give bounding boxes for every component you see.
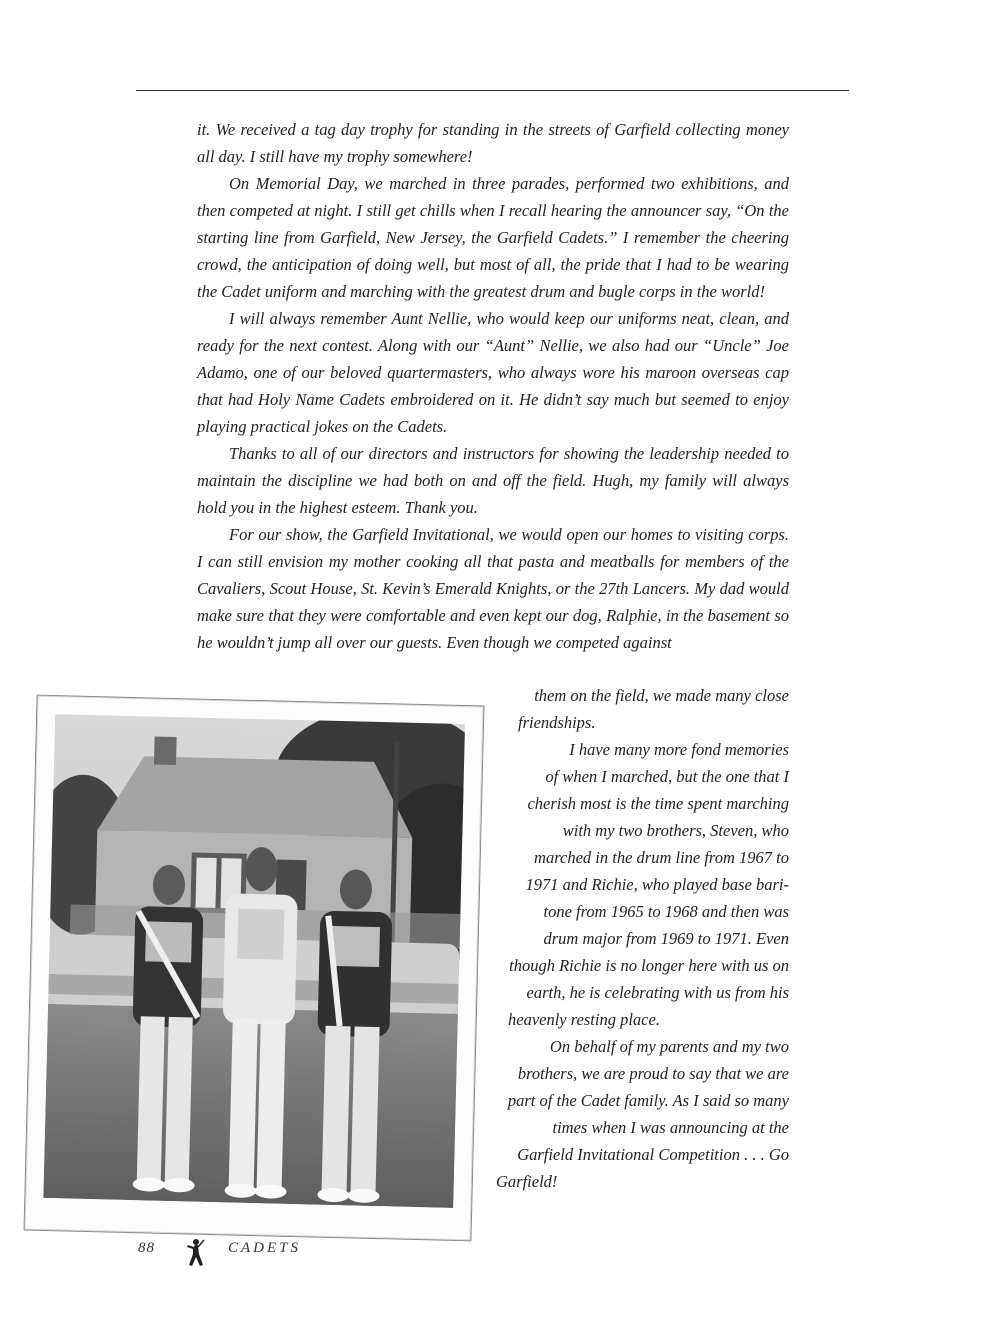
side-text-block <box>496 682 789 1195</box>
cadets-photo <box>43 714 465 1208</box>
side-line: with my two brothers, Steven, who <box>562 821 789 840</box>
side-line: Garfield! <box>496 1172 558 1191</box>
main-text-block <box>197 116 789 656</box>
paragraph-5: For our show, the Garfield Invitational, we would open our homes to visiting corps. I can still envision my mother cooking all that pasta and meatballs for members of the Cavaliers, Scout House, St. Kevin’s Emerald Knights, or the 27th Lancers. My dad would make sure that they were comfortable and even kept our dog, Ralphie, in the basement so he wouldn’t jump all over our guests. Even though we competed against <box>197 525 789 652</box>
side-line: friendships. <box>518 713 596 732</box>
side-line: though Richie is no longer here with us on <box>509 956 789 975</box>
side-line: drum major from 1969 to 1971. Even <box>543 929 789 948</box>
paragraph-2: On Memorial Day, we marched in three parades, performed two exhibitions, and then competed at night. I still get chills when I recall hearing the announcer say, “On the starting line from Garfield, New Jersey, the Garfield Cadets.” I remember the cheering crowd, the anticipation of doing well, but most of all, the pride that I had to be wearing the Cadet uniform and marching with the greatest drum and bugle corps in the world! <box>197 174 789 301</box>
paragraph-1: it. We received a tag day trophy for standing in the streets of Garfield collecting money all day. I still have my trophy somewhere! <box>197 120 789 166</box>
page-number: 88 <box>138 1240 155 1256</box>
side-line: of when I marched, but the one that I <box>545 767 789 786</box>
side-line: Garfield Invitational Competition . . . Go <box>517 1145 789 1164</box>
side-line: them on the field, we made many close <box>534 686 789 705</box>
paragraph-3: I will always remember Aunt Nellie, who would keep our uniforms neat, clean, and ready for the next contest. Along with our “Aunt” Nellie, we also had our “Uncle” Joe Adamo, one of our beloved quartermasters, who always wore his maroon overseas cap that had Holy Name Cadets embroidered on it. He didn’t say much but seemed to enjoy playing practical jokes on the Cadets. <box>197 309 789 436</box>
side-line: I have many more fond memories <box>569 740 789 759</box>
side-line: cherish most is the time spent marching <box>527 794 789 813</box>
side-line: marched in the drum line from 1967 to <box>534 848 789 867</box>
side-line: brothers, we are proud to say that we are <box>517 1064 789 1083</box>
side-line: On behalf of my parents and my two <box>549 1037 789 1056</box>
side-line: earth, he is celebrating with us from his <box>526 983 789 1002</box>
side-line: tone from 1965 to 1968 and then was <box>543 902 789 921</box>
photo-frame <box>24 695 485 1242</box>
side-line: times when I was announcing at the <box>552 1118 789 1137</box>
section-title: CADETS <box>228 1240 302 1256</box>
side-line: 1971 and Richie, who played base bari- <box>525 875 789 894</box>
side-line: heavenly resting place. <box>508 1010 660 1029</box>
paragraph-4: Thanks to all of our directors and instructors for showing the leadership needed to maintain the discipline we had both on and off the field. Hugh, my family will always hold you in the highest esteem. Thank you. <box>197 444 789 517</box>
side-line: part of the Cadet family. As I said so many <box>507 1091 789 1110</box>
drum-major-silhouette-icon <box>183 1238 207 1268</box>
header-rule <box>136 90 849 91</box>
